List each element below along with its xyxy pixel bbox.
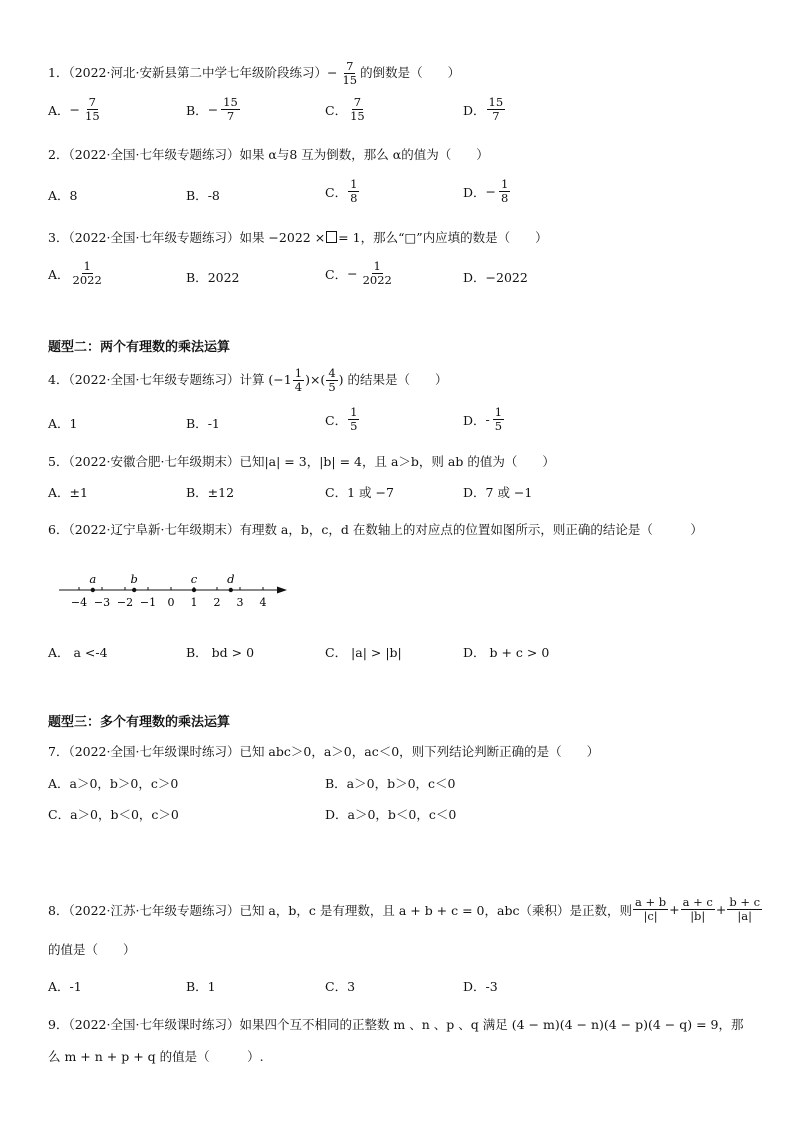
question-9-line-2: 么 m + n + p + q 的值是（ ）. (48, 1049, 264, 1064)
number-line-figure (55, 566, 295, 616)
question-1-stem: 1．（2022·河北·安新县第二中学七年级阶段练习）− $\frac{7}{15}$ 的倒数是（ ） (48, 59, 461, 87)
point-label-c: c (190, 572, 198, 586)
question-3-stem: 3．（2022·全国·七年级专题练习）如果 −2022 × = 1，那么“□”内应填的数是（ ） (48, 230, 548, 245)
q6-option-a: A． a <-4 (48, 645, 108, 660)
tick-label: −1 (139, 596, 157, 609)
q1-option-a: A． − $\frac{7}{15}$ (48, 95, 100, 123)
q8-option-c: C．3 (325, 979, 356, 994)
point-a (91, 588, 95, 592)
point-c (192, 588, 196, 592)
q6-option-c: C． |a| > |b| (325, 645, 402, 660)
section-title-2: 题型二：两个有理数的乘法运算 (48, 340, 231, 355)
q6-option-b: B． bd > 0 (186, 645, 255, 660)
question-7-stem: 7．（2022·全国·七年级课时练习）已知 abc＞0，a＞0，ac＜0，则下列结论判断正确的是（ ） (48, 744, 600, 759)
q1-fraction: $\frac{7}{15}$ (342, 59, 358, 87)
tick-label: 0 (167, 596, 175, 609)
q1-stem-tail: 的倒数是（ ） (360, 65, 461, 80)
q6-option-d: D． b + c > 0 (463, 645, 550, 660)
q3-option-c: C． − $\frac{1}{2022}$ (325, 259, 392, 287)
point-label-a: a (89, 572, 97, 586)
q4-option-c: C． $\frac{1}{5}$ (325, 405, 358, 433)
q7-option-a: A．a＞0，b＞0，c＞0 (48, 776, 179, 791)
point-b (132, 588, 136, 592)
question-2-stem: 2．（2022·全国·七年级专题练习）如果 α与8 互为倒数，那么 α的值为（ ） (48, 147, 489, 162)
point-label-d: d (227, 572, 235, 586)
tick-label: 2 (213, 596, 221, 609)
q3-option-b: B． 2022 (186, 269, 240, 285)
q1-option-d: D． $\frac{15}{7}$ (463, 95, 504, 123)
q2-option-d: D． − $\frac{1}{8}$ (463, 177, 509, 205)
q8-option-b: B．1 (186, 979, 216, 994)
q7-option-c: C．a＞0，b＜0，c＞0 (48, 807, 179, 822)
question-4-stem: 4．（2022·全国·七年级专题练习）计算 (−1 $\frac{1}{4}$ )×( $\frac{4}{5}$ ) 的结果是（ ） (48, 366, 448, 394)
q2-option-a: A． 8 (48, 187, 78, 203)
q8-option-a: A．-1 (48, 979, 82, 994)
point-d (229, 588, 233, 592)
question-6-stem: 6．（2022·辽宁阜新·七年级期末）有理数 a，b，c，d 在数轴上的对应点的位置如图所示，则正确的结论是（ ） (48, 522, 703, 537)
q5-option-c: C．1 或 −7 (325, 485, 394, 500)
q8-option-d: D．-3 (463, 979, 498, 994)
question-8-stem: 8．（2022·江苏·七年级专题练习）已知 a，b，c 是有理数，且 a + b + c = 0，abc（乘积）是正数，则 $\frac{a + b}{|c|}$ + $\frac{a + c}{|b|}$ + $\frac{b + c}{|a|}$ (48, 895, 761, 923)
q5-option-b: B．±12 (186, 485, 235, 500)
q7-option-d: D．a＞0，b＜0，c＜0 (325, 807, 457, 822)
q3-option-a: A． $\frac{1}{2022}$ (48, 259, 102, 287)
q1-option-c: C． $\frac{7}{15}$ (325, 95, 365, 123)
q2-option-c: C． $\frac{1}{8}$ (325, 177, 358, 205)
question-8-stem-cont: 的值是（ ） (48, 942, 136, 957)
q1-stem-text: 1．（2022·河北·安新县第二中学七年级阶段练习） (48, 65, 327, 80)
tick-label: 3 (236, 596, 244, 609)
tick-label: −2 (116, 596, 134, 609)
q5-option-d: D．7 或 −1 (463, 485, 533, 500)
q5-option-a: A．±1 (48, 485, 88, 500)
q3-option-d: D． −2022 (463, 269, 528, 285)
arrow-head-icon (277, 587, 287, 594)
q4-option-d: D． - $\frac{1}{5}$ (463, 405, 503, 433)
tick-label: −4 (70, 596, 88, 609)
tick-label: −3 (93, 596, 111, 609)
q1-option-b: B． − $\frac{15}{7}$ (186, 95, 238, 123)
section-title-3: 题型三：多个有理数的乘法运算 (48, 715, 231, 730)
point-label-b: b (130, 572, 138, 586)
blank-box-icon (326, 231, 337, 243)
number-line-points (89, 572, 234, 592)
tick-label: 4 (259, 596, 267, 609)
question-9-line-1: 9．（2022·全国·七年级课时练习）如果四个互不相同的正整数 m 、n 、p 、q 满足 (4 − m)(4 − n)(4 − p)(4 − q) = 9，那 (48, 1017, 744, 1032)
question-5-stem: 5．（2022·安徽合肥·七年级期末）已知|a| = 3，|b| = 4，且 a＞b，则 ab 的值为（ ） (48, 454, 555, 469)
q7-option-b: B．a＞0，b＞0，c＜0 (325, 776, 456, 791)
q4-option-b: B． -1 (186, 415, 220, 431)
q4-option-a: A． 1 (48, 415, 78, 431)
q2-option-b: B． -8 (186, 187, 220, 203)
tick-label: 1 (190, 596, 198, 609)
